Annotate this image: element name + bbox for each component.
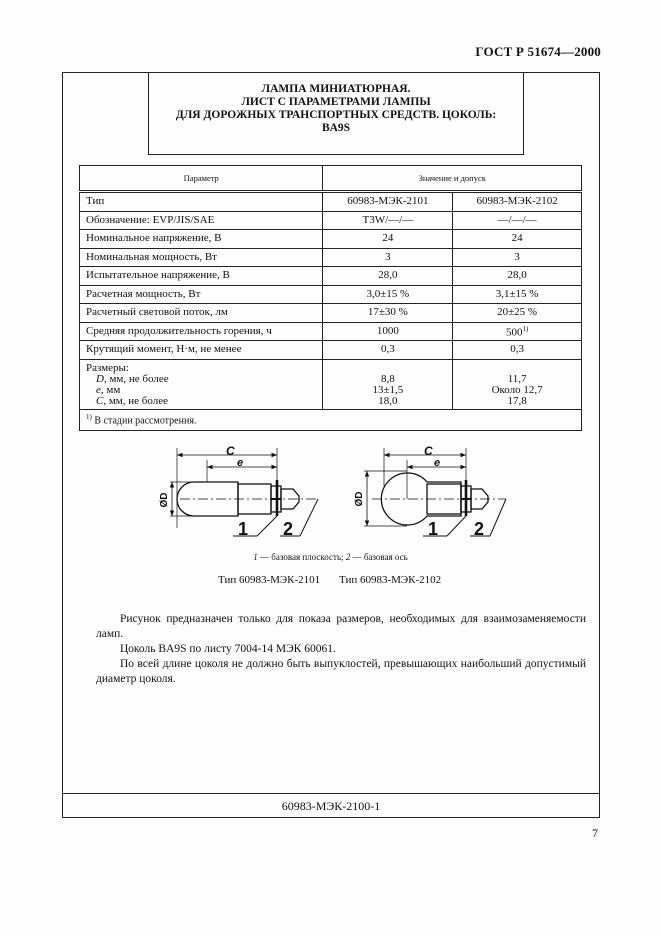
legend-number-1: 1: [253, 552, 258, 562]
legend-text-1: — базовая плоскость;: [257, 552, 346, 562]
body-text: [96, 612, 586, 687]
title-line-2: ЛИСТ С ПАРАМЕТРАМИ ЛАМПЫ: [241, 96, 431, 108]
dim-symbol: D: [96, 372, 104, 385]
row-param: Средняя продолжительность горения, ч: [80, 322, 323, 341]
row-value-2101: T3W/—/—: [323, 211, 453, 230]
dim-c-label: C: [424, 444, 433, 458]
caption-type-2101: Тип 60983-МЭК-2101: [218, 574, 321, 586]
row-value-2102: 60983-МЭК-2102: [453, 192, 582, 212]
header-param: Параметр: [80, 166, 323, 192]
standard-code: ГОСТ Р 51674—2000: [475, 44, 601, 59]
callout-2: 2: [474, 519, 485, 539]
dim-e-value: 13±1,5: [372, 383, 404, 396]
title-line-3: ДЛЯ ДОРОЖНЫХ ТРАНСПОРТНЫХ СРЕДСТВ. ЦОКОЛЬ:: [175, 109, 497, 121]
callout-2: 2: [283, 519, 294, 539]
dim-d-value: 11,7: [507, 372, 527, 385]
callout-leader-1: [257, 516, 277, 536]
row-param: Обозначение: EVP/JIS/SAE: [80, 211, 323, 230]
row-value-2101: 17±30 %: [323, 304, 453, 323]
callout-leader-2: [490, 499, 506, 536]
row-param: Крутящий момент, Н·м, не менее: [80, 341, 323, 360]
row-value-2101: 60983-МЭК-2101: [323, 192, 453, 212]
value-text: 500: [505, 326, 523, 339]
dim-c-value: 18,0: [378, 394, 398, 407]
row-value-2101: 3,0±15 %: [323, 285, 453, 304]
row-value-2102: —/—/—: [453, 211, 582, 230]
row-param: Номинальная мощность, Вт: [80, 248, 323, 267]
paragraph: Рисунок предназначен только для показа размеров, необходимых для взаимозаменяемости ламп.: [96, 613, 586, 640]
dim-symbol: C: [96, 394, 104, 407]
callout-leader-2: [300, 499, 318, 536]
row-param: Расчетный световой поток, лм: [80, 304, 323, 323]
row-value-2102: 28,0: [453, 267, 582, 286]
footnote-mark: 1): [522, 324, 529, 333]
row-value-2101: 1000: [323, 322, 453, 341]
figure-legend: [0, 552, 661, 562]
row-value-2101: 0,3: [323, 341, 453, 360]
dim-text: , мм, не более: [103, 372, 169, 385]
dim-e-label: e: [237, 457, 244, 469]
dim-d-label: ØD: [354, 491, 365, 507]
row-param: Тип: [80, 192, 323, 212]
footnote-text: В стадии рассмотрения.: [91, 415, 197, 427]
legend-text-2: — базовая ось: [350, 552, 408, 562]
row-value-2102: 0,3: [453, 341, 582, 360]
row-value-2102: 24: [453, 230, 582, 249]
row-param: Номинальное напряжение, В: [80, 230, 323, 249]
dim-e-label: e: [434, 457, 441, 469]
callout-1: 1: [238, 519, 249, 539]
footnote-mark: 1): [86, 413, 92, 422]
dim-text: , мм, не более: [103, 394, 168, 407]
paragraph: Цоколь BA9S по листу 7004-14 МЭК 60061.: [120, 643, 336, 655]
dim-d-value: 8,8: [380, 372, 395, 385]
row-param: Испытательное напряжение, В: [80, 267, 323, 286]
dim-d-label: ØD: [159, 492, 170, 508]
footer-divider: [62, 793, 600, 794]
row-value-2101: 24: [323, 230, 453, 249]
title-line-4: BA9S: [321, 122, 351, 134]
caption-type-2102: Тип 60983-МЭК-2102: [339, 574, 442, 586]
callout-1: 1: [428, 519, 439, 539]
row-value-2102: 3: [453, 248, 582, 267]
row-value-2102: 20±25 %: [453, 304, 582, 323]
dim-symbol: e: [96, 383, 101, 396]
row-param: Расчетная мощность, Вт: [80, 285, 323, 304]
paragraph: По всей длине цоколя не должно быть выпуклостей, превышающих наибольший допустимый диаметр цоколя.: [96, 658, 586, 685]
dim-text: , мм: [100, 383, 121, 396]
dimensions-label: Размеры:: [86, 361, 129, 374]
row-value-2101: 3: [323, 248, 453, 267]
row-value-2101: 28,0: [323, 267, 453, 286]
dim-c-value: 17,8: [507, 394, 527, 407]
callout-leader-1: [447, 516, 466, 536]
title-line-1: ЛАМПА МИНИАТЮРНАЯ.: [261, 83, 411, 95]
dim-c-label: C: [226, 444, 235, 458]
row-value-2102: 3,1±15 %: [453, 285, 582, 304]
page-number: 7: [592, 826, 598, 840]
sheet-id: 60983-МЭК-2100-1: [281, 799, 381, 813]
dim-e-value: Около 12,7: [491, 383, 543, 396]
header-value: Значение и допуск: [323, 166, 582, 192]
legend-number-2: 2: [345, 552, 351, 562]
